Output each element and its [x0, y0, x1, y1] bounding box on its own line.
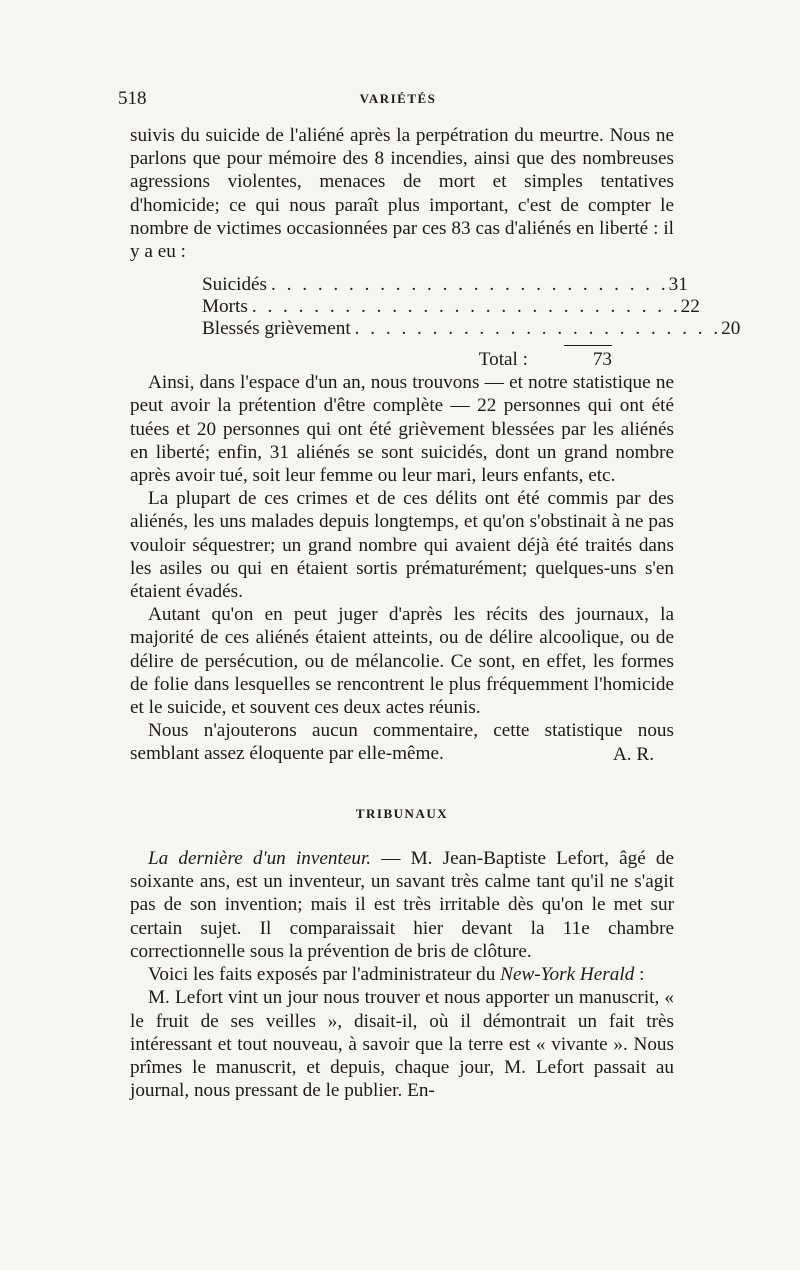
stat-row	[202, 317, 741, 340]
dot-leader: . . . . . . . . . . . . . . . . . . . . . . . . . . . .	[251, 296, 681, 318]
stat-row	[202, 295, 700, 318]
tribunaux-paragraph	[130, 847, 674, 963]
paragraph: M. Lefort vint un jour nous trouver et nous apporter un manuscrit, « le fruit de ses veilles », disait-il, où il démontrait un fait très intéressant et tout nouveau, à savoir que la terre est « vivante ». Nous prîmes le manuscrit, et depuis, chaque jour, M. Lefort passait au journal, nous pressant de le publier. En-	[130, 987, 674, 1102]
page-header	[118, 88, 678, 112]
paragraph-continuation: suivis du suicide de l'aliéné après la perpétration du meurtre. Nous ne parlons que pour mémoire des 8 incendies, ainsi que des nombreuses agressions violentes, menaces de mort et simples tentatives d'homicide; ce qui nous paraît plus important, c'est de compter le nombre de victimes occasionnées par ces 83 cas d'aliénés en liberté : il y a eu :	[130, 125, 674, 263]
signature: A. R.	[612, 743, 654, 765]
running-title: VARIÉTÉS	[359, 91, 437, 106]
voici-end: :	[634, 964, 645, 986]
dot-leader: . . . . . . . . . . . . . . . . . . . . . . . . . .	[271, 274, 669, 296]
page-number: 518	[118, 88, 147, 109]
article-text: — M. Jean-Baptiste Lefort, âgé de soixante ans, est un inventeur, un savant très calme tant qu'il ne s'agit pas de son invention; mais il est très irritable dès qu'on le met sur certain sujet. Il comparaissait hier devant la 11e chambre correctionnelle sous la prévention de bris de clôture.	[130, 848, 674, 962]
stat-label: Morts	[202, 296, 248, 318]
closing-paragraph	[130, 719, 674, 765]
total-label: Total :	[478, 349, 528, 371]
voici-text: Voici les faits exposés par l'administrateur du	[148, 964, 501, 986]
paragraph: Autant qu'on en peut juger d'après les récits des journaux, la majorité de ces aliénés étaient atteints, ou de délire alcoolique, ou de délire de persécution, ou de mélancolie. Ce sont, en effet, les formes de folie dans lesquelles se rencontrent le plus fréquemment l'homicide et le suicide, et souvent ces deux actes réunis.	[130, 604, 674, 719]
closing-text: Nous n'ajouterons aucun commentaire, cette statistique nous semblant assez éloquente par elle-même.	[130, 720, 674, 765]
paragraph: La plupart de ces crimes et de ces délits ont été commis par des aliénés, les uns malades depuis longtemps, et qu'on s'obstinait à ne pas vouloir séquestrer; un grand nombre qui avaient déjà été traités dans les asiles ou qui en étaient sortis prématurément; quelques-uns s'en étaient évadés.	[130, 488, 674, 603]
stat-value: 31	[668, 274, 688, 296]
stat-row	[202, 273, 688, 296]
article-title: La dernière d'un inventeur.	[148, 848, 372, 870]
victims-table	[202, 273, 741, 371]
total-value: 73	[564, 345, 612, 371]
stat-label: Blessés grièvement	[202, 318, 351, 340]
page-body	[130, 124, 741, 1102]
paragraph: Ainsi, dans l'espace d'un an, nous trouvons — et notre statistique ne peut avoir la prétention d'être complète — 22 personnes qui ont été tuées et 20 personnes qui ont été grièvement blessées par les aliénés en liberté; enfin, 31 aliénés se sont suicidés, dont un grand nombre après avoir tué, soit leur femme ou leur mari, leurs enfants, etc.	[130, 372, 674, 487]
stat-value: 20	[721, 318, 741, 340]
stat-value: 22	[680, 296, 700, 318]
section-heading: TRIBUNAUX	[355, 805, 449, 821]
dot-leader: . . . . . . . . . . . . . . . . . . . . . . . .	[354, 318, 722, 340]
stat-label: Suicidés	[202, 274, 268, 296]
paragraph	[130, 963, 674, 986]
total-row	[202, 345, 612, 371]
newspaper-name: New-York Herald	[500, 964, 635, 986]
